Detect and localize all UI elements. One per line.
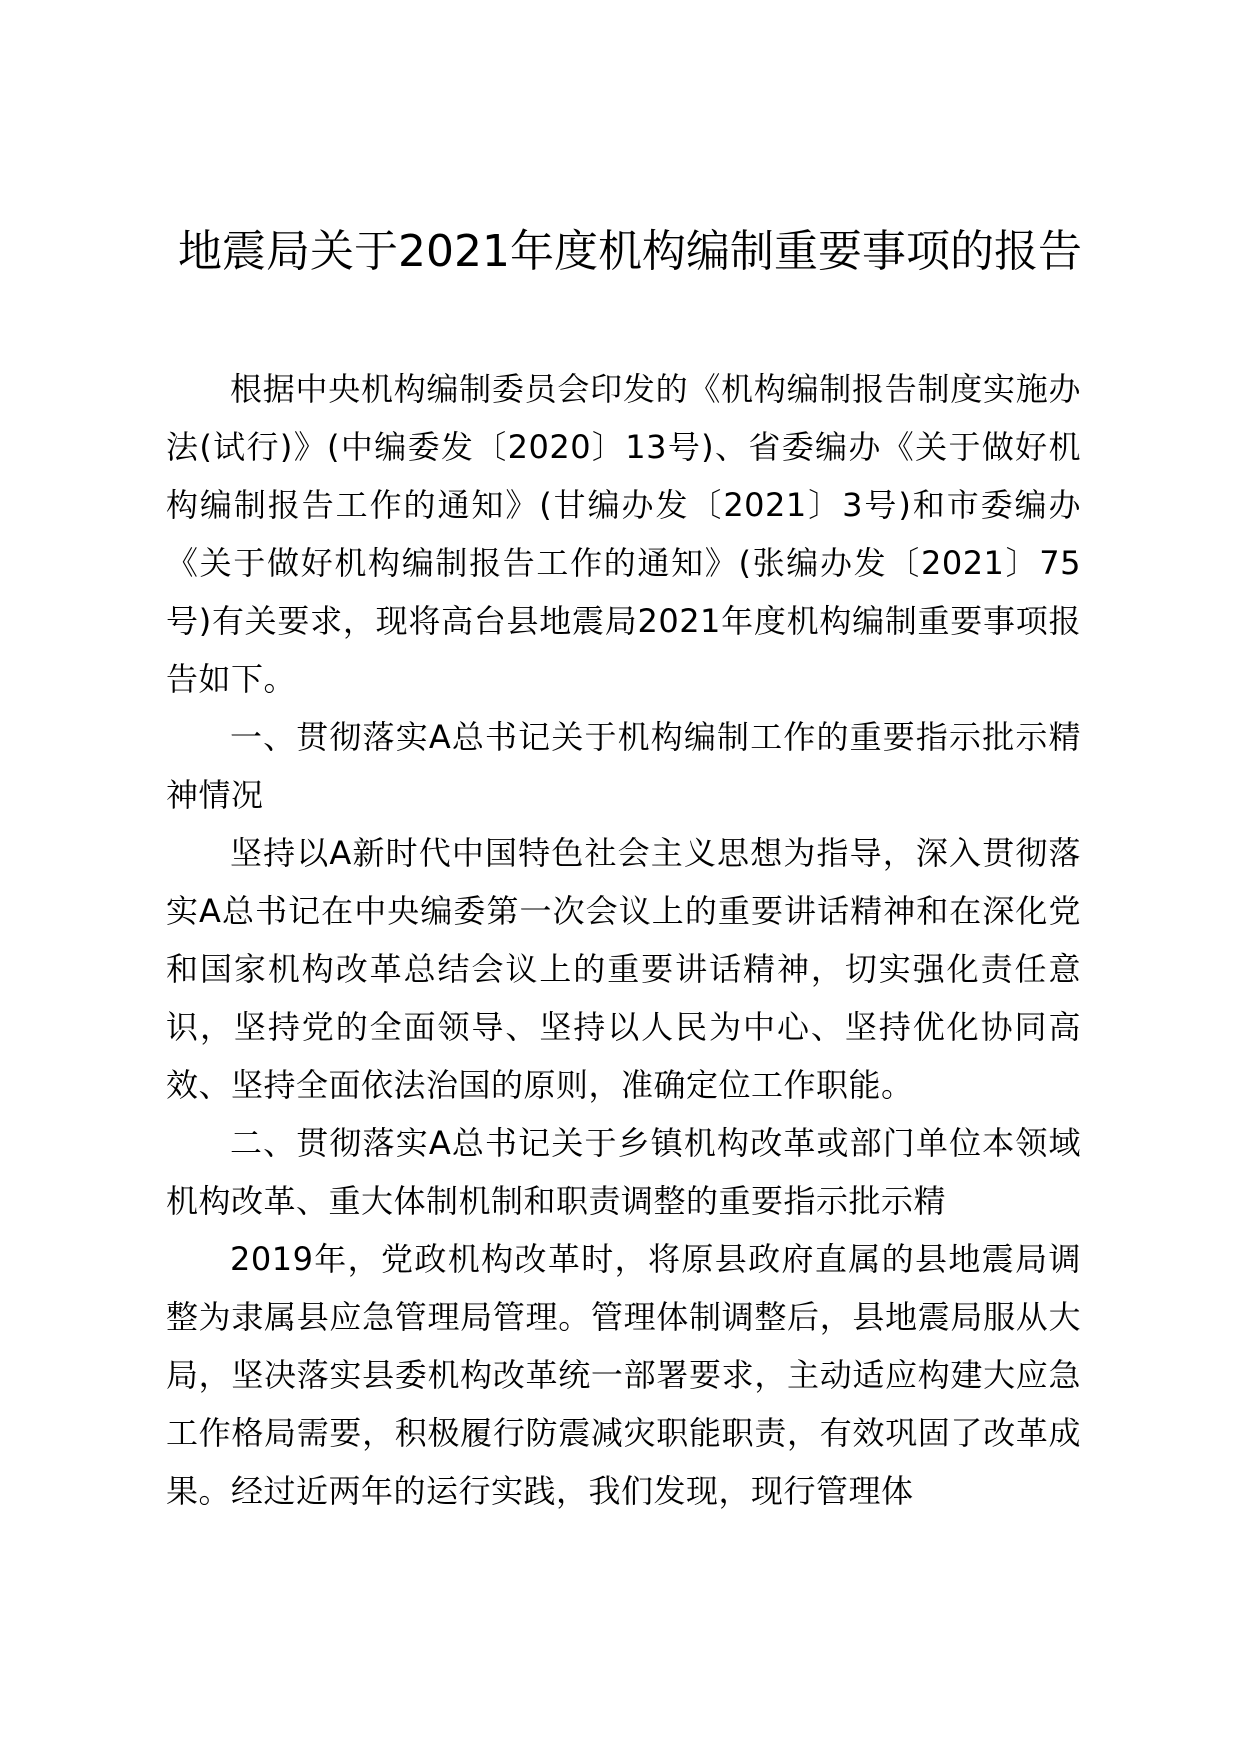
intro-paragraph: 根据中央机构编制委员会印发的《机构编制报告制度实施办法(试行)》(中编委发〔2020〕13号)、省委编办《关于做好机构编制报告工作的通知》(甘编办发〔2021〕3号)和市委编办《关于做好机构编制报告工作的通知》(张编办发〔2021〕75号)有关要求，现将高台县地震局2021年度机构编制重要事项报告如下。 (166, 370, 1081, 698)
section-2-paragraph: 2019年，党政机构改革时，将原县政府直属的县地震局调整为隶属县应急管理局管理。管理体制调整后，县地震局服从大局，坚决落实县委机构改革统一部署要求，主动适应构建大应急工作格局需要，积极履行防震减灾职能职责，有效巩固了改革成果。经过近两年的运行实践，我们发现，现行管理体 (166, 1240, 1081, 1510)
section-1-paragraph: 坚持以A新时代中国特色社会主义思想为指导，深入贯彻落实A总书记在中央编委第一次会议上的重要讲话精神和在深化党和国家机构改革总结会议上的重要讲话精神，切实强化责任意识，坚持党的全面领导、坚持以人民为中心、坚持优化协同高效、坚持全面依法治国的原则，准确定位工作职能。 (166, 834, 1081, 1104)
section-heading-1: 一、贯彻落实A总书记关于机构编制工作的重要指示批示精神情况 (166, 718, 1081, 814)
document-title: 地震局关于2021年度机构编制重要事项的报告 (178, 226, 1082, 277)
section-heading-2: 二、贯彻落实A总书记关于乡镇机构改革或部门单位本领域机构改革、重大体制机制和职责调整的重要指示批示精 (166, 1124, 1081, 1220)
document-body (166, 360, 1081, 1520)
